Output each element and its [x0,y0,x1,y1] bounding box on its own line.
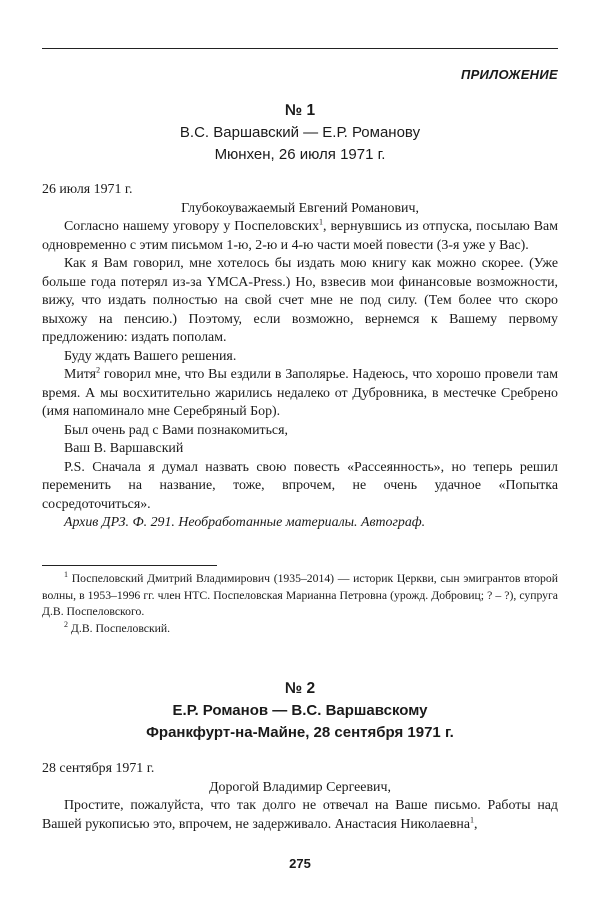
letter1-greeting: Глубокоуважаемый Евгений Романович, [181,200,419,216]
letter1-closing: Был очень рад с Вами познакомиться, [64,422,288,438]
letter1-archive-ref: Архив ДРЗ. Ф. 291. Необработанные материалы. Автограф. [64,515,426,530]
letter2-date: 28 сентября 1971 г. [42,761,155,776]
footnote-item: $^2$ Д.В. Поспеловский. [64,619,171,635]
letter1-parties: В.С. Варшавский — Е.Р. Романову [179,124,421,141]
letter1-date: 26 июля 1971 г. [42,182,133,197]
letter1-heading [0,100,600,166]
footnote-ref: 1 [319,217,324,227]
page-number: 275 [289,856,311,871]
letter1-paragraph: Согласно нашему уговору у Поспеловских$^1$, вернувшись из отпуска, посылаю Вам одновременно с этим письмом 1-ю, 2-ю и 4-ю части моей повести (3-я уже у Вас). [42,217,558,253]
letter1-paragraph: Как я Вам говорил, мне хотелось бы издать мою книгу как можно скорее. (Уже больше года потерял из-за YMCA-Press.) Но, взвесив мои финансовые возможности, вижу, что издать полностью на свой счет мне не под силу. (Тем более что скоро выхожу на пенсию.) Поэтому, если возможно, вернемся к Вашему первому предложению: издать пополам. [42,256,558,345]
letter1-paragraph: Буду ждать Вашего решения. [64,348,237,364]
letter2-paragraph: Простите, пожалуйста, что так долго не отвечал на Ваше письмо. Работы над Вашей рукописью это, впрочем, не задерживало. Анастасия Николаевна$^1$, [42,798,558,832]
footnote-item: $^1$ Поспеловский Дмитрий Владимирович (1935–2014) — историк Церкви, сын эмигрантов второй волны, в 1953–1996 гг. член НТС. Поспеловская Марианна Петровна (урожд. Добровиц; ? – ?), супруга Д.В. Поспеловского. [42,570,558,618]
letter2-parties: Е.Р. Романов — В.С. Варшавскому [172,702,428,719]
footnotes [42,571,558,637]
letter2-body [42,760,558,834]
footnote-ref: 1 [470,814,475,824]
top-rule [42,48,558,49]
letter1-body [42,181,558,533]
letter1-paragraph: Митя$^2$ говорил мне, что Вы ездили в Заполярье. Надеюсь, что хорошо провели там время. А мы восхитительно жарились недалеко от Дубровника, в местечке Сребрено (имя напоминало мне Серебряный Бор). [42,365,558,419]
letter1-place-date: Мюнхен, 26 июля 1971 г. [214,146,386,163]
letter2-heading [0,678,600,744]
letter2-greeting: Дорогой Владимир Сергеевич, [209,779,391,795]
letter2-number: № 2 [284,680,316,697]
section-label: ПРИЛОЖЕНИЕ [460,67,558,82]
letter1-number: № 1 [284,102,316,119]
footnote-rule [42,565,217,566]
letter2-place-date: Франкфурт-на-Майне, 28 сентября 1971 г. [146,724,454,741]
letter1-postscript: P.S. Сначала я думал назвать свою повесть «Рассеянность», но теперь решил переменить на название, тоже, впрочем, не очень удачное «Попытка сосредоточиться». [42,459,558,512]
letter1-signature: Ваш В. Варшавский [64,441,184,456]
footnote-ref: 2 [96,365,101,375]
